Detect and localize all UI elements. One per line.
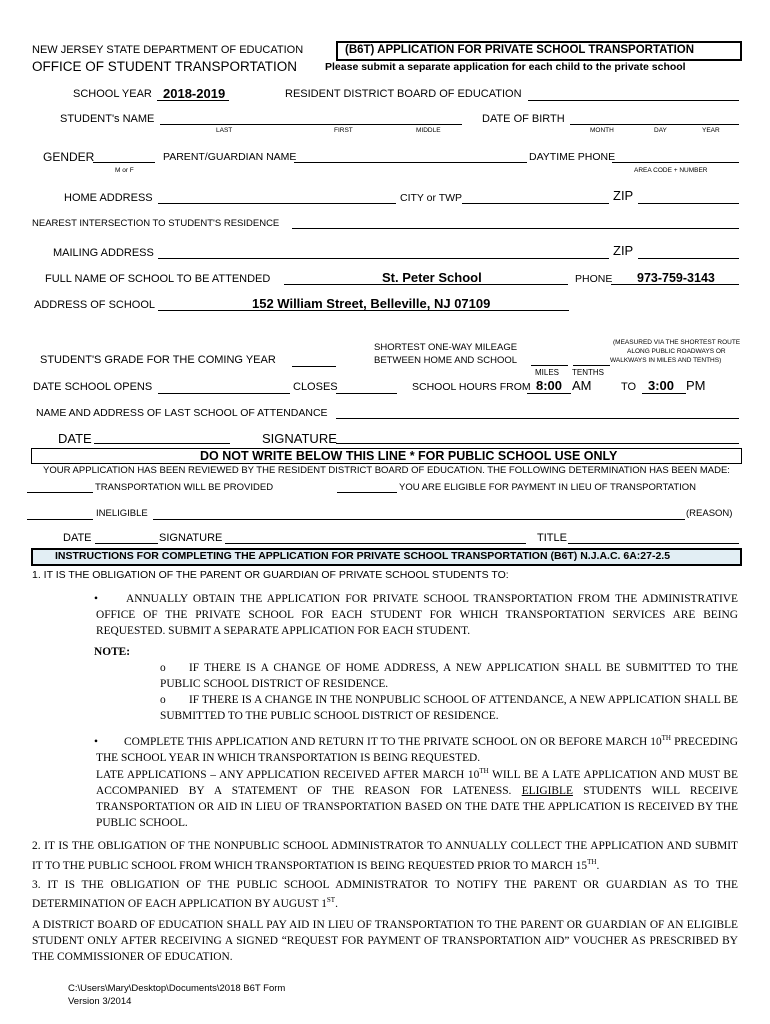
grade-label: STUDENT'S GRADE FOR THE COMING YEAR xyxy=(40,354,276,366)
school-address-value: 152 William Street, Belleville, NJ 07109 xyxy=(252,296,491,311)
circle-bullet-icon: o xyxy=(160,662,166,674)
home-address-field[interactable] xyxy=(158,203,396,204)
daytime-phone-field[interactable] xyxy=(612,162,739,163)
first-caption: FIRST xyxy=(334,127,353,134)
measured-line3: WALKWAYS IN MILES AND TENTHS) xyxy=(610,357,722,364)
school-year-label: SCHOOL YEAR xyxy=(73,88,152,100)
instructions-banner: INSTRUCTIONS FOR COMPLETING THE APPLICATION FOR PRIVATE SCHOOL TRANSPORTATION (B6T) N.J.A.C. 6A:27-2.5 xyxy=(55,550,671,562)
form-subtitle: Please submit a separate application for each child to the private school xyxy=(325,61,686,73)
year-caption: YEAR xyxy=(702,127,720,134)
am-label: AM xyxy=(572,378,592,393)
dob-field[interactable] xyxy=(570,124,739,125)
pm-label: PM xyxy=(686,378,706,393)
middle-caption: MIDDLE xyxy=(416,127,441,134)
last-caption: LAST xyxy=(216,127,233,134)
item3-text: 3. IT IS THE OBLIGATION OF THE PUBLIC SCHOOL ADMINISTRATOR TO NOTIFY THE PARENT OR GUARDIAN AS TO THE DETERMINATION OF EACH APPLICATION BY AUGUST 1ST. xyxy=(32,879,738,910)
students-name-label: STUDENT's NAME xyxy=(60,113,155,125)
day-caption: DAY xyxy=(654,127,667,134)
pu-date-field[interactable] xyxy=(95,543,158,544)
circle-bullet-icon: o xyxy=(160,694,166,706)
school-name-label: FULL NAME OF SCHOOL TO BE ATTENDED xyxy=(45,273,271,285)
miles-field[interactable] xyxy=(531,365,568,366)
note-label: NOTE: xyxy=(94,646,131,658)
last-school-label: NAME AND ADDRESS OF LAST SCHOOL OF ATTENDANCE xyxy=(36,407,328,419)
date-opens-field[interactable] xyxy=(158,393,290,394)
ineligible-check-line[interactable] xyxy=(27,519,93,520)
item1-text: 1. IT IS THE OBLIGATION OF THE PARENT OR GUARDIAN OF PRIVATE SCHOOL STUDENTS TO: xyxy=(32,569,509,581)
pu-signature-field[interactable] xyxy=(225,543,526,544)
closes-field[interactable] xyxy=(336,393,397,394)
daytime-phone-label: DAYTIME PHONE xyxy=(529,151,616,163)
footer-version: Version 3/2014 xyxy=(68,996,132,1007)
closes-label: CLOSES xyxy=(293,381,338,393)
office-name: OFFICE OF STUDENT TRANSPORTATION xyxy=(32,59,298,74)
phone-label: PHONE xyxy=(575,273,613,285)
note1-text: IF THERE IS A CHANGE OF HOME ADDRESS, A NEW APPLICATION SHALL BE SUBMITTED TO THE PUBLIC SCHOOL DISTRICT OF RESIDENCE. xyxy=(160,662,738,690)
form-title: (B6T) APPLICATION FOR PRIVATE SCHOOL TRANSPORTATION xyxy=(345,44,695,56)
item2-text: 2. IT IS THE OBLIGATION OF THE NONPUBLIC SCHOOL ADMINISTRATOR TO ANNUALLY COLLECT THE APPLICATION AND SUBMIT IT TO THE PUBLIC SCHOOL FROM WHICH TRANSPORTATION IS BEING REQUESTED PRIOR TO MARCH 15TH. xyxy=(32,840,738,872)
miles-caption: MILES xyxy=(535,368,560,377)
zip2-label: ZIP xyxy=(613,243,634,258)
provided-check-line[interactable] xyxy=(27,492,93,493)
school-address-label: ADDRESS OF SCHOOL xyxy=(34,299,156,311)
measured-line2: ALONG PUBLIC ROADWAYS OR xyxy=(627,348,726,355)
bullet-icon: • xyxy=(94,736,98,748)
late-text: LATE APPLICATIONS – ANY APPLICATION RECEIVED AFTER MARCH 10TH WILL BE A LATE APPLICATION AND MUST BE ACCOMPANIED BY A STATEMENT OF THE REASON FOR LATENESS. ELIGIBLE STUDENTS WILL RECEIVE TRANSPORTATION OR AID IN LIEU OF TRANSPORTATION BASED ON THE DATE THE APPLICATION IS RECEIVED BY THE PUBLIC SCHOOL. xyxy=(96,767,738,829)
date-opens-label: DATE SCHOOL OPENS xyxy=(33,381,153,393)
zip-field[interactable] xyxy=(638,203,739,204)
signature-label: SIGNATURE xyxy=(262,431,337,446)
tenths-caption: TENTHS xyxy=(572,368,604,377)
m-or-f-caption: M or F xyxy=(115,167,134,174)
provided-text: TRANSPORTATION WILL BE PROVIDED xyxy=(95,482,274,493)
public-use-banner-box xyxy=(31,448,742,464)
reason-field[interactable] xyxy=(153,519,685,520)
hours-to-value: 3:00 xyxy=(648,378,675,393)
eligible-payment-text: YOU ARE ELIGIBLE FOR PAYMENT IN LIEU OF TRANSPORTATION xyxy=(399,482,697,493)
bullet2-text: COMPLETE THIS APPLICATION AND RETURN IT TO THE PRIVATE SCHOOL ON OR BEFORE MARCH 10TH PRECEDING THE SCHOOL YEAR IN WHICH TRANSPORTATION IS BEING REQUESTED. xyxy=(96,734,738,764)
reason-text: (REASON) xyxy=(686,508,733,519)
footer-path: C:\Users\Mary\Desktop\Documents\2018 B6T Form xyxy=(68,983,286,994)
phone-value: 973-759-3143 xyxy=(637,271,715,285)
date-label: DATE xyxy=(58,431,92,446)
mailing-field[interactable] xyxy=(158,258,609,259)
city-label: CITY or TWP xyxy=(400,192,463,204)
gender-label: GENDER xyxy=(43,150,95,164)
mileage-line1: SHORTEST ONE-WAY MILEAGE xyxy=(374,342,518,353)
mileage-line2: BETWEEN HOME AND SCHOOL xyxy=(374,355,518,366)
home-address-label: HOME ADDRESS xyxy=(64,192,153,204)
pu-title-label: TITLE xyxy=(537,532,567,544)
dept-name: NEW JERSEY STATE DEPARTMENT OF EDUCATION xyxy=(32,44,304,56)
ineligible-text: INELIGIBLE xyxy=(96,508,148,519)
tenths-field[interactable] xyxy=(573,365,610,366)
month-caption: MONTH xyxy=(590,127,614,134)
zip2-field[interactable] xyxy=(638,258,739,259)
public-use-banner: DO NOT WRITE BELOW THIS LINE * FOR PUBLIC SCHOOL USE ONLY xyxy=(200,449,618,463)
hours-to-field[interactable] xyxy=(642,393,686,394)
hours-from-field[interactable] xyxy=(527,393,571,394)
dob-label: DATE OF BIRTH xyxy=(482,113,565,125)
to-label: TO xyxy=(621,381,637,393)
resident-district-field[interactable] xyxy=(528,100,739,101)
resident-district-label: RESIDENT DISTRICT BOARD OF EDUCATION xyxy=(285,88,522,100)
pu-title-field[interactable] xyxy=(568,543,739,544)
date-field[interactable] xyxy=(94,443,230,444)
mailing-label: MAILING ADDRESS xyxy=(53,247,154,259)
bullet1-text: ANNUALLY OBTAIN THE APPLICATION FOR PRIVATE SCHOOL TRANSPORTATION FROM THE ADMINISTRATIVE OFFICE OF THE PRIVATE SCHOOL FOR EACH STUDENT FOR WHICH TRANSPORTATION SERVICES ARE BEING REQUESTED. SUBMIT A SEPARATE APPLICATION FOR EACH STUDENT. xyxy=(96,593,738,637)
grade-field[interactable] xyxy=(292,366,336,367)
nearest-label: NEAREST INTERSECTION TO STUDENT'S RESIDENCE xyxy=(32,218,280,229)
hours-from-value: 8:00 xyxy=(536,378,563,393)
bullet-icon: • xyxy=(94,593,98,605)
parent-label: PARENT/GUARDIAN NAME xyxy=(163,151,297,163)
school-name-value: St. Peter School xyxy=(382,270,482,285)
note2-text: IF THERE IS A CHANGE IN THE NONPUBLIC SCHOOL OF ATTENDANCE, A NEW APPLICATION SHALL BE SUBMITTED TO THE PUBLIC SCHOOL DISTRICT OF RESIDENCE. xyxy=(160,694,738,722)
last-school-field[interactable] xyxy=(336,418,739,419)
final-text: A DISTRICT BOARD OF EDUCATION SHALL PAY AID IN LIEU OF TRANSPORTATION TO THE PARENT OR GUARDIAN OF AN ELIGIBLE STUDENT ONLY AFTER RECEIVING A SIGNED “REQUEST FOR PAYMENT OF TRANSPORTATION AID” VOUCHER AS PRESCRIBED BY THE COMMISSIONER OF EDUCATION. xyxy=(32,919,738,963)
pu-date-label: DATE xyxy=(63,532,92,544)
form-title-box xyxy=(336,41,742,61)
area-code-caption: AREA CODE + NUMBER xyxy=(634,167,708,174)
city-field[interactable] xyxy=(462,203,609,204)
instructions-banner-box xyxy=(31,548,742,566)
pu-signature-label: SIGNATURE xyxy=(159,532,223,544)
hours-label: SCHOOL HOURS FROM xyxy=(412,381,531,393)
gender-field[interactable] xyxy=(93,162,155,163)
measured-line1: (MEASURED VIA THE SHORTEST ROUTE xyxy=(613,339,741,346)
school-year-value: 2018-2019 xyxy=(163,86,226,101)
signature-field[interactable] xyxy=(336,443,739,444)
nearest-field[interactable] xyxy=(292,228,739,229)
zip-label: ZIP xyxy=(613,188,634,203)
students-name-field[interactable] xyxy=(160,124,462,125)
reviewed-text: YOUR APPLICATION HAS BEEN REVIEWED BY THE RESIDENT DISTRICT BOARD OF EDUCATION. THE FOLLOWING DETERMINATION HAS BEEN MADE: xyxy=(43,465,730,476)
parent-field[interactable] xyxy=(294,162,527,163)
eligible-check-line[interactable] xyxy=(337,492,397,493)
